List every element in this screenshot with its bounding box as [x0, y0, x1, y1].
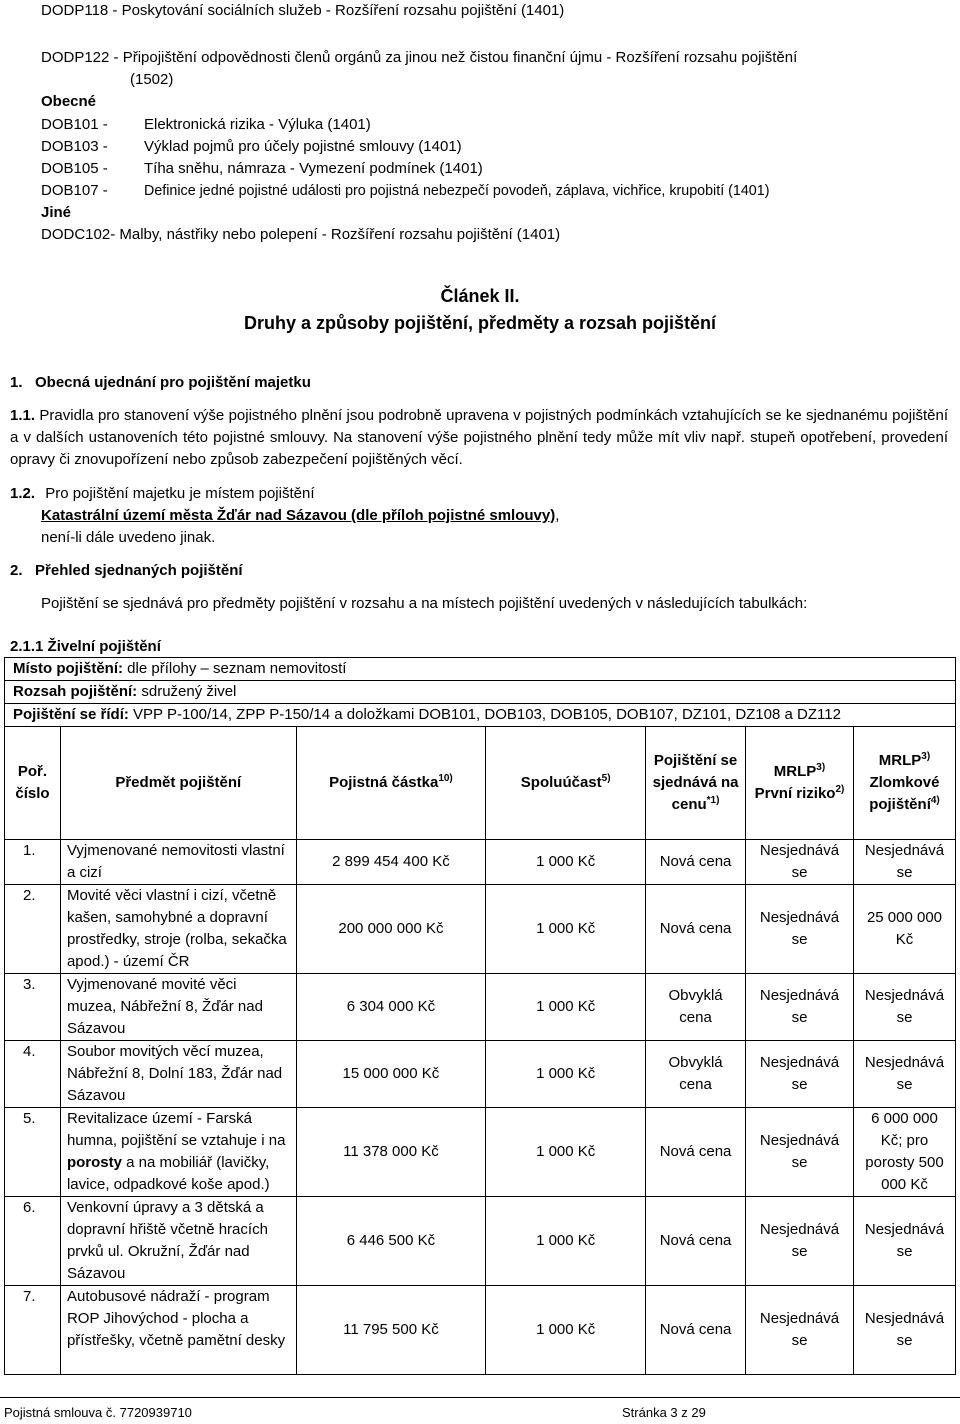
header-sjednava-sup: *1) — [706, 795, 720, 806]
row-zlom: 25 000 000 Kč — [853, 885, 955, 974]
header-sjednava — [646, 727, 746, 840]
dob101-text: Elektronická rizika - Výluka (1401) — [144, 116, 371, 133]
row-predmet-bold: porosty — [66, 1154, 122, 1171]
section-2-heading: 2. Přehled sjednaných pojištění — [10, 562, 243, 579]
row-cena: Nová cena — [646, 1108, 746, 1197]
row-predmet: Vyjmenované movité věci muzea, Nábřežní 8, Žďár nad Sázavou — [60, 974, 296, 1041]
dob105-text: Tíha sněhu, námraza - Vymezení podmínek (1401) — [144, 160, 483, 177]
dob107-code: DOB107 - — [41, 182, 108, 199]
row-zlom: Nesjednává se — [853, 1041, 955, 1108]
row-spoluucast: 1 000 Kč — [486, 1286, 646, 1375]
table-row — [5, 1108, 956, 1197]
row-cena: Nová cena — [646, 1197, 746, 1286]
row-zlom: Nesjednává se — [853, 1197, 955, 1286]
table-info-row — [5, 658, 956, 681]
section-2-intro: Pojištění se sjednává pro předměty pojištění v rozsahu a na místech pojištění uvedených v následujících tabulkách: — [41, 595, 808, 612]
header-mrlp-zlom-label: MRLP — [878, 752, 922, 769]
dodp122-line: DODP122 - Připojištění odpovědnosti členů orgánů za jinou než čistou finanční újmu - Rozšíření rozsahu pojištění — [41, 49, 798, 66]
paragraph-1-1 — [10, 405, 948, 471]
row-castka: 200 000 000 Kč — [296, 885, 486, 974]
section-1-heading: 1. Obecná ujednání pro pojištění majetku — [10, 374, 311, 391]
dob105-code: DOB105 - — [41, 160, 108, 177]
row-cena: Nová cena — [646, 840, 746, 885]
header-mrlp-prvni — [746, 727, 854, 840]
table-row — [5, 1041, 956, 1108]
row-predmet — [60, 1108, 296, 1197]
footer-page-number: Stránka 3 z 29 — [622, 1405, 706, 1420]
row-predmet: Autobusové nádraží - program ROP Jihovýchod - plocha a přístřešky, včetně pamětní desky — [60, 1286, 296, 1375]
table-row — [5, 885, 956, 974]
row-predmet-part-a: Revitalizace území - Farská humna, pojištění se vztahuje i na — [66, 1110, 286, 1149]
header-mrlp-zlom-sup: 3) — [921, 751, 931, 762]
footer-divider — [0, 1397, 960, 1398]
header-por: Poř. číslo — [5, 727, 61, 840]
header-castka — [296, 727, 486, 840]
header-spoluucast — [486, 727, 646, 840]
dob103-text: Výklad pojmů pro účely pojistné smlouvy (1401) — [144, 138, 462, 155]
row-spoluucast: 1 000 Kč — [486, 974, 646, 1041]
row-castka: 6 304 000 Kč — [296, 974, 486, 1041]
row-prvni: Nesjednává se — [746, 1108, 854, 1197]
row-prvni: Nesjednává se — [746, 1197, 854, 1286]
ridi-label: Pojištění se řídí: — [13, 706, 129, 723]
article-number: Článek II. — [440, 286, 520, 306]
header-spoluucast-label: Spoluúčast — [520, 774, 602, 791]
insured-place-comma: , — [555, 507, 560, 524]
row-cena: Nová cena — [646, 1286, 746, 1375]
paragraph-1-1-number: 1.1. — [10, 407, 36, 424]
header-spoluucast-sup: 5) — [601, 773, 611, 784]
row-predmet: Venkovní úpravy a 3 dětská a dopravní hřiště včetně hracích prvků ul. Okružní, Žďár nad Sázavou — [60, 1197, 296, 1286]
row-castka: 15 000 000 Kč — [296, 1041, 486, 1108]
header-castka-label: Pojistná částka — [329, 774, 439, 791]
table-info-row — [5, 681, 956, 704]
row-castka: 11 378 000 Kč — [296, 1108, 486, 1197]
row-num: 5. — [5, 1108, 61, 1197]
header-mrlp-zlom-sub: Zlomkové pojištění — [869, 774, 940, 813]
row-num: 4. — [5, 1041, 61, 1108]
article-title: Druhy a způsoby pojištění, předměty a rozsah pojištění — [243, 313, 717, 333]
header-mrlp-prvni-sup: 3) — [816, 762, 826, 773]
dodp118-line: DODP118 - Poskytování sociálních služeb - Rozšíření rozsahu pojištění (1401) — [41, 2, 565, 19]
dob107-text: Definice jedné pojistné události pro pojistná nebezpečí povodeň, záplava, vichřice, krupobití (1401) — [144, 183, 770, 199]
row-spoluucast: 1 000 Kč — [486, 885, 646, 974]
paragraph-1-2-tail: není-li dále uvedeno jinak. — [41, 529, 216, 546]
row-castka: 11 795 500 Kč — [296, 1286, 486, 1375]
header-mrlp-prvni-label: MRLP — [773, 763, 817, 780]
row-predmet: Soubor movitých věcí muzea, Nábřežní 8, Dolní 183, Žďár nad Sázavou — [60, 1041, 296, 1108]
row-spoluucast: 1 000 Kč — [486, 1108, 646, 1197]
row-predmet: Movité věci vlastní i cizí, včetně kašen, samohybné a dopravní prostředky, stroje (rolba, sekačka apod.) - území ČR — [60, 885, 296, 974]
rozsah-cell — [5, 681, 956, 704]
rozsah-label: Rozsah pojištění: — [13, 683, 138, 700]
row-prvni: Nesjednává se — [746, 885, 854, 974]
table-row — [5, 840, 956, 885]
paragraph-1-2-text: Pro pojištění majetku je místem pojištění — [45, 485, 315, 502]
row-spoluucast: 1 000 Kč — [486, 840, 646, 885]
property-insurance-table — [4, 657, 956, 1375]
row-spoluucast: 1 000 Kč — [486, 1041, 646, 1108]
ridi-cell — [5, 704, 956, 727]
table-header-row — [5, 727, 956, 840]
row-prvni: Nesjednává se — [746, 1286, 854, 1375]
row-predmet-part-b: a na mobiliář (lavičky, lavice, odpadkové koše apod.) — [66, 1154, 270, 1193]
row-prvni: Nesjednává se — [746, 840, 854, 885]
table-row — [5, 1286, 956, 1375]
row-zlom: 6 000 000 Kč; pro porosty 500 000 Kč — [853, 1108, 955, 1197]
row-num: 2. — [5, 885, 61, 974]
insured-place-name: Katastrální území města Žďár nad Sázavou (dle příloh pojistné smlouvy) — [41, 507, 556, 524]
insured-place — [41, 505, 559, 527]
obecne-heading: Obecné — [41, 93, 97, 110]
header-predmet: Předmět pojištění — [60, 727, 296, 840]
row-cena: Obvyklá cena — [646, 1041, 746, 1108]
row-castka: 2 899 454 400 Kč — [296, 840, 486, 885]
paragraph-1-2 — [10, 483, 315, 505]
misto-cell — [5, 658, 956, 681]
row-num: 1. — [5, 840, 61, 885]
subsection-2-1-1-heading: 2.1.1 Živelní pojištění — [10, 638, 161, 655]
row-zlom: Nesjednává se — [853, 840, 955, 885]
header-mrlp-prvni-sub-sup: 2) — [835, 784, 845, 795]
dob103-code: DOB103 - — [41, 138, 108, 155]
row-cena: Nová cena — [646, 885, 746, 974]
row-zlom: Nesjednává se — [853, 974, 955, 1041]
row-castka: 6 446 500 Kč — [296, 1197, 486, 1286]
row-prvni: Nesjednává se — [746, 1041, 854, 1108]
rozsah-value: sdružený živel — [137, 683, 237, 700]
header-mrlp-zlom-sub-sup: 4) — [930, 795, 940, 806]
row-spoluucast: 1 000 Kč — [486, 1197, 646, 1286]
paragraph-1-2-number: 1.2. — [10, 485, 36, 502]
row-prvni: Nesjednává se — [746, 974, 854, 1041]
header-mrlp-zlom — [853, 727, 955, 840]
dob101-code: DOB101 - — [41, 116, 108, 133]
row-zlom: Nesjednává se — [853, 1286, 955, 1375]
row-cena: Obvyklá cena — [646, 974, 746, 1041]
header-sjednava-label: Pojištění se sjednává na cenu — [652, 752, 739, 813]
paragraph-1-1-text: Pravidla pro stanovení výše pojistného plnění jsou podrobně upravena v pojistných podmínkách vztahujících se ke sjednanému pojištění a v dalších ustanoveních této pojistné smlouvy. Na stanovení výše pojistného plnění tedy může mít vliv např. stupeň opotřebení, provedení opravy či znovupořízení nebo způsob zabezpečení pojištěných věcí. — [10, 407, 948, 468]
misto-value: dle přílohy – seznam nemovitostí — [123, 660, 347, 677]
table-row — [5, 1197, 956, 1286]
header-mrlp-prvni-sub: První riziko — [754, 785, 836, 802]
misto-label: Místo pojištění: — [13, 660, 123, 677]
footer-contract-number: Pojistná smlouva č. 7720939710 — [4, 1405, 192, 1420]
row-num: 3. — [5, 974, 61, 1041]
jine-heading: Jiné — [41, 204, 72, 221]
header-castka-sup: 10) — [438, 773, 453, 784]
row-num: 7. — [5, 1286, 61, 1375]
ridi-value: VPP P-100/14, ZPP P-150/14 a doložkami DOB101, DOB103, DOB105, DOB107, DZ101, DZ108 a DZ112 — [128, 706, 841, 723]
row-num: 6. — [5, 1197, 61, 1286]
dodc102-line: DODC102- Malby, nástřiky nebo polepení - Rozšíření rozsahu pojištění (1401) — [41, 226, 561, 243]
table-row — [5, 974, 956, 1041]
table-info-row — [5, 704, 956, 727]
dodp122-line-cont: (1502) — [130, 71, 174, 88]
row-predmet: Vyjmenované nemovitosti vlastní a cizí — [60, 840, 296, 885]
